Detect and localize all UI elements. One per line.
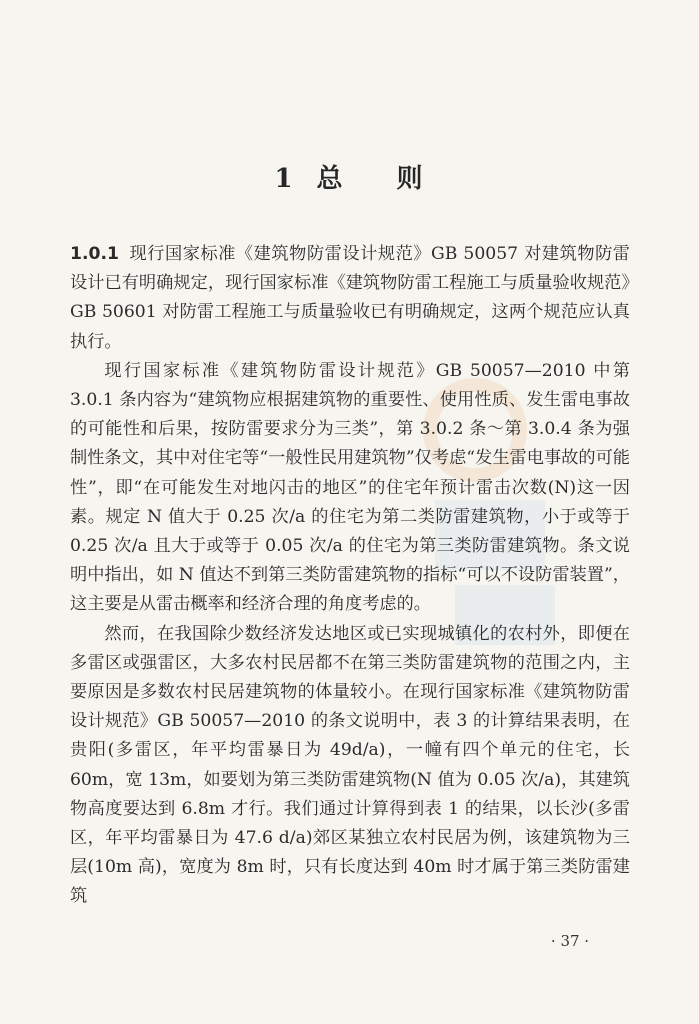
- clause-number: 1.0.1: [70, 244, 119, 264]
- paragraph-2: 现行国家标准《建筑物防雷设计规范》GB 50057—2010 中第 3.0.1 条内容为“建筑物应根据建筑物的重要性、使用性质、发生雷电事故的可能性和后果，按防雷要求分为三类”，第 3.0.2 条～第 3.0.4 条为强制性条文，其中对住宅等“一般性民用建筑物”仅考虑“发生雷电事故的可能性”，即“在可能发生对地闪击的地区”的住宅年预计雷击次数(N)这一因素。规定 N 值大于 0.25 次/a 的住宅为第二类防雷建筑物，小于或等于 0.25 次/a 且大于或等于 0.05 次/a 的住宅为第三类防雷建筑物。条文说明中指出，如 N 值达不到第三类防雷建筑物的指标“可以不设防雷装置”，这主要是从雷击概率和经济合理的角度考虑的。: [70, 360, 630, 615]
- paragraph-1-text: 现行国家标准《建筑物防雷设计规范》GB 50057 对建筑物防雷设计已有明确规定，现行国家标准《建筑物防雷工程施工与质量验收规范》GB 50601 对防雷工程施工与质量验收已有明确规定，这两个规范应认真执行。: [70, 244, 630, 352]
- body-text: [70, 240, 630, 912]
- paragraph-3: 然而，在我国除少数经济发达地区或已实现城镇化的农村外，即便在多雷区或强雷区，大多农村民居都不在第三类防雷建筑物的范围之内，主要原因是多数农村民居建筑物的体量较小。在现行国家标准《建筑物防雷设计规范》GB 50057—2010 的条文说明中，表 3 的计算结果表明，在贵阳(多雷区，年平均雷暴日为 49d/a)，一幢有四个单元的住宅，长 60m，宽 13m，如要划为第三类防雷建筑物(N 值为 0.05 次/a)，其建筑物高度要达到 6.8m 才行。我们通过计算得到表 1 的结果，以长沙(多雷区，年平均雷暴日为 47.6 d/a)郊区某独立农村民居为例，该建筑物为三层(10m 高)，宽度为 8m 时，只有长度达到 40m 时才属于第三类防雷建筑: [70, 623, 630, 907]
- chapter-title: [0, 158, 699, 195]
- page-number: · 37 ·: [550, 932, 590, 950]
- chapter-number: 1: [274, 164, 295, 194]
- paragraph-1: [70, 240, 630, 357]
- chapter-title-char-1: 总: [316, 164, 345, 194]
- chapter-title-char-2: 则: [396, 164, 425, 194]
